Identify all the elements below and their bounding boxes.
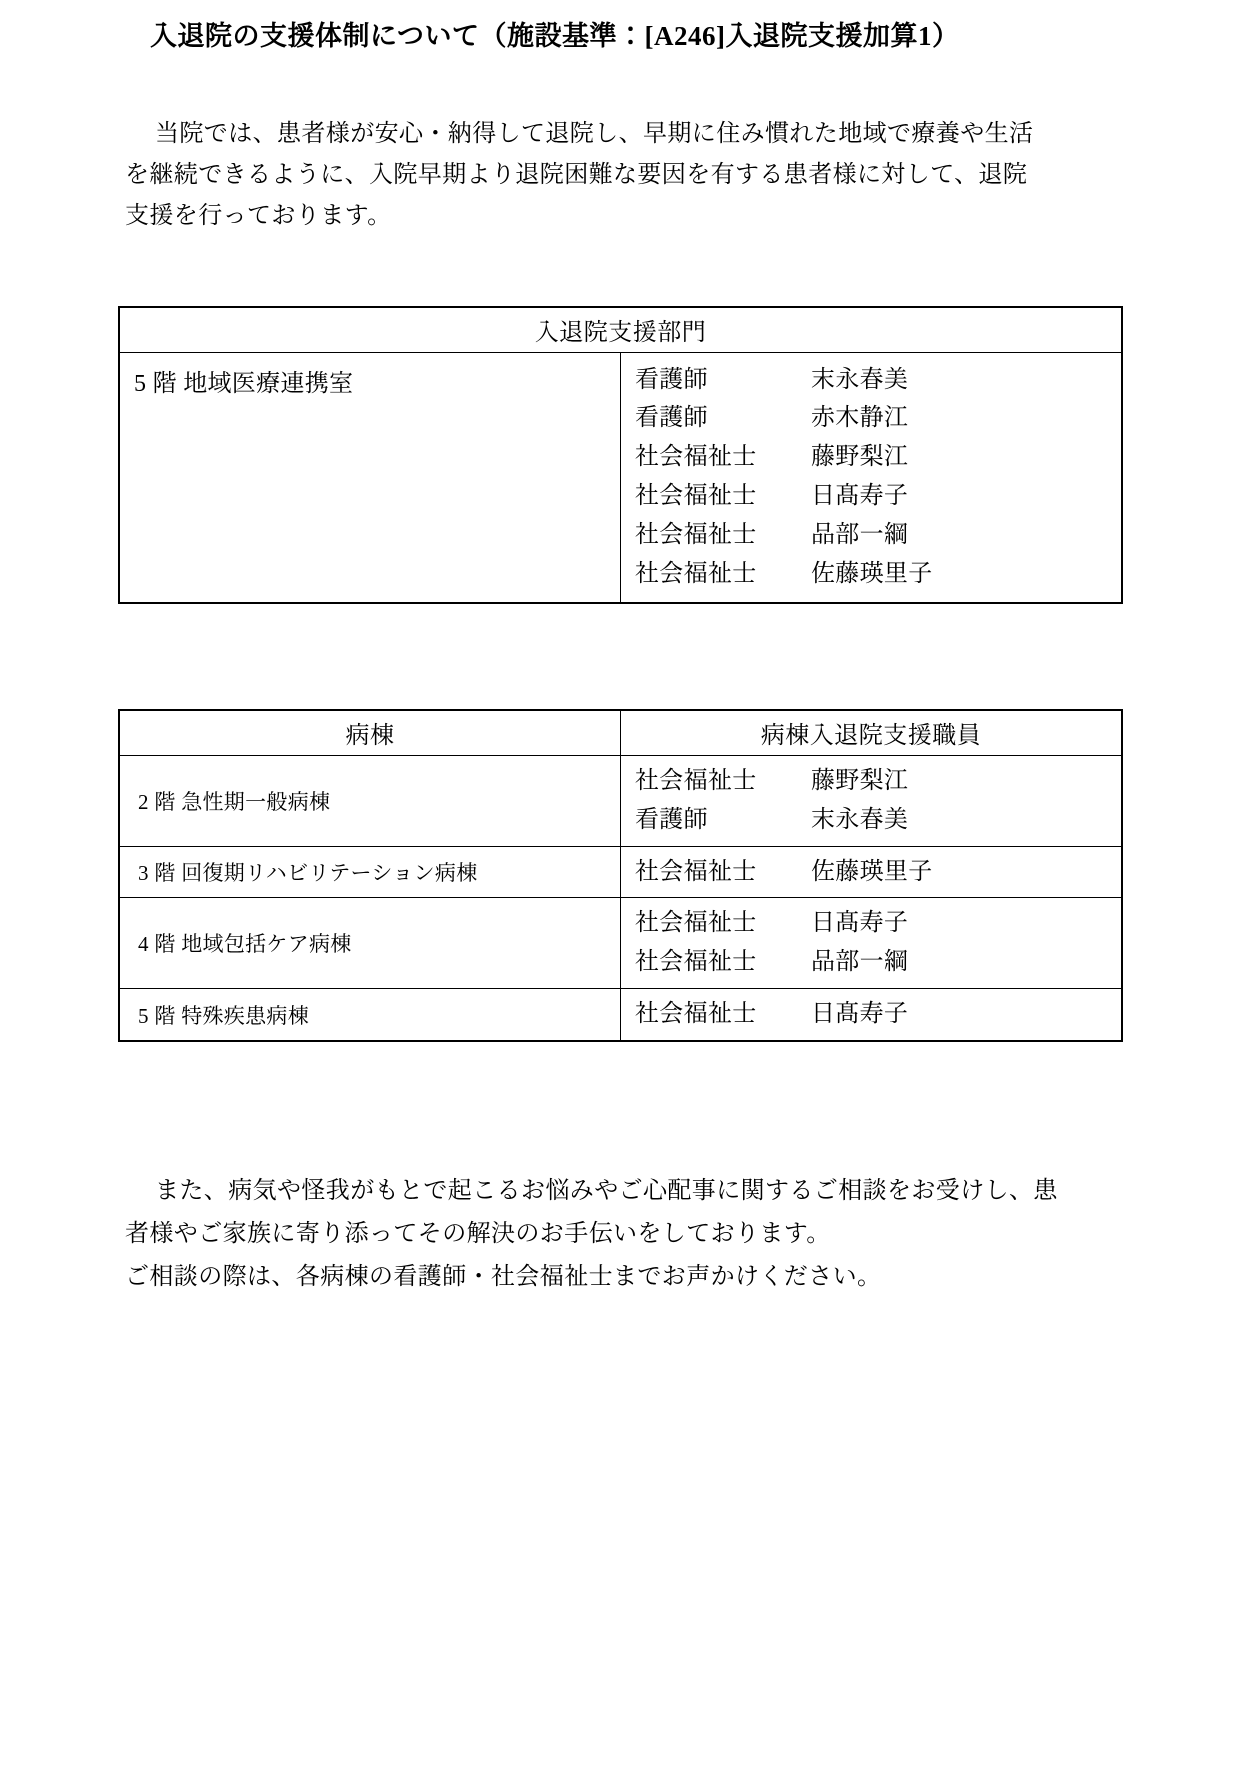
ward-staff-list <box>621 989 1123 1041</box>
list-item <box>621 477 1121 516</box>
staff-role: 社会福祉士 <box>635 483 757 510</box>
staff-name: 末永春美 <box>811 366 909 393</box>
outro-line-3: ご相談の際は、各病棟の看護師・社会福祉士までお声かけください。 <box>125 1263 882 1290</box>
ward-staff-list <box>621 755 1123 846</box>
department-table <box>118 306 1123 604</box>
table-row <box>119 755 1122 846</box>
outro-line-1 <box>0 1170 1240 1213</box>
list-item <box>621 904 1121 943</box>
staff-role: 社会福祉士 <box>635 522 757 549</box>
ward-table <box>118 709 1123 1042</box>
staff-name: 日髙寿子 <box>811 1001 909 1028</box>
ward-table-header-ward: 病棟 <box>119 710 621 756</box>
table-row <box>119 989 1122 1041</box>
staff-role: 社会福祉士 <box>635 949 757 976</box>
ward-name: 3 階 回復期リハビリテーション病棟 <box>119 846 621 898</box>
intro-line-2: を継続できるように、入院早期より退院困難な要因を有する患者様に対して、退院 <box>125 162 1028 189</box>
staff-name: 品部一綱 <box>811 522 909 549</box>
staff-role: 社会福祉士 <box>635 444 757 471</box>
staff-role: 社会福祉士 <box>635 858 757 885</box>
list-item <box>621 762 1121 801</box>
staff-name: 末永春美 <box>811 806 909 833</box>
list-item <box>621 995 1121 1034</box>
department-staff-list <box>621 352 1123 603</box>
list-item <box>621 853 1121 892</box>
staff-name: 品部一綱 <box>811 949 909 976</box>
ward-name: 2 階 急性期一般病棟 <box>119 755 621 846</box>
list-item <box>621 438 1121 477</box>
staff-role: 社会福祉士 <box>635 560 757 587</box>
staff-name: 日髙寿子 <box>811 910 909 937</box>
department-location: 5 階 地域医療連携室 <box>119 352 621 603</box>
table-row <box>119 898 1122 989</box>
intro-paragraph <box>0 114 1240 238</box>
table-row <box>119 846 1122 898</box>
staff-role: 看護師 <box>635 405 708 432</box>
ward-name: 5 階 特殊疾患病棟 <box>119 989 621 1041</box>
list-item <box>621 361 1121 400</box>
outro-line-2: 者様やご家族に寄り添ってその解決のお手伝いをしております。 <box>125 1220 831 1247</box>
table-row-header <box>119 710 1122 756</box>
ward-staff-list <box>621 898 1123 989</box>
list-item <box>621 399 1121 438</box>
list-item <box>621 801 1121 840</box>
ward-staff-list <box>621 846 1123 898</box>
staff-role: 社会福祉士 <box>635 910 757 937</box>
department-table-header: 入退院支援部門 <box>119 307 1122 353</box>
intro-text-1: 当院では、患者様が安心・納得して退院し、早期に住み慣れた地域で療養や生活 <box>155 120 1034 147</box>
staff-name: 佐藤瑛里子 <box>811 858 933 885</box>
staff-role: 看護師 <box>635 806 708 833</box>
staff-role: 社会福祉士 <box>635 767 757 794</box>
staff-role: 看護師 <box>635 366 708 393</box>
outro-text-1: また、病気や怪我がもとで起こるお悩みやご心配事に関するご相談をお受けし、患 <box>155 1178 1058 1205</box>
staff-name: 赤木静江 <box>811 405 909 432</box>
document-page <box>0 18 1240 1773</box>
staff-name: 藤野梨江 <box>811 767 909 794</box>
ward-table-header-staff: 病棟入退院支援職員 <box>621 710 1123 756</box>
table-row <box>119 352 1122 603</box>
intro-line-3: 支援を行っております。 <box>125 203 392 230</box>
outro-paragraph <box>0 1170 1240 1298</box>
table-row-header <box>119 307 1122 353</box>
page-title: 入退院の支援体制について（施設基準：[A246]入退院支援加算1） <box>150 21 960 51</box>
intro-line-1 <box>0 114 1240 155</box>
list-item <box>621 555 1121 594</box>
ward-name: 4 階 地域包括ケア病棟 <box>119 898 621 989</box>
staff-name: 佐藤瑛里子 <box>811 560 933 587</box>
staff-role: 社会福祉士 <box>635 1001 757 1028</box>
list-item <box>621 516 1121 555</box>
list-item <box>621 943 1121 982</box>
staff-name: 藤野梨江 <box>811 444 909 471</box>
staff-name: 日髙寿子 <box>811 483 909 510</box>
